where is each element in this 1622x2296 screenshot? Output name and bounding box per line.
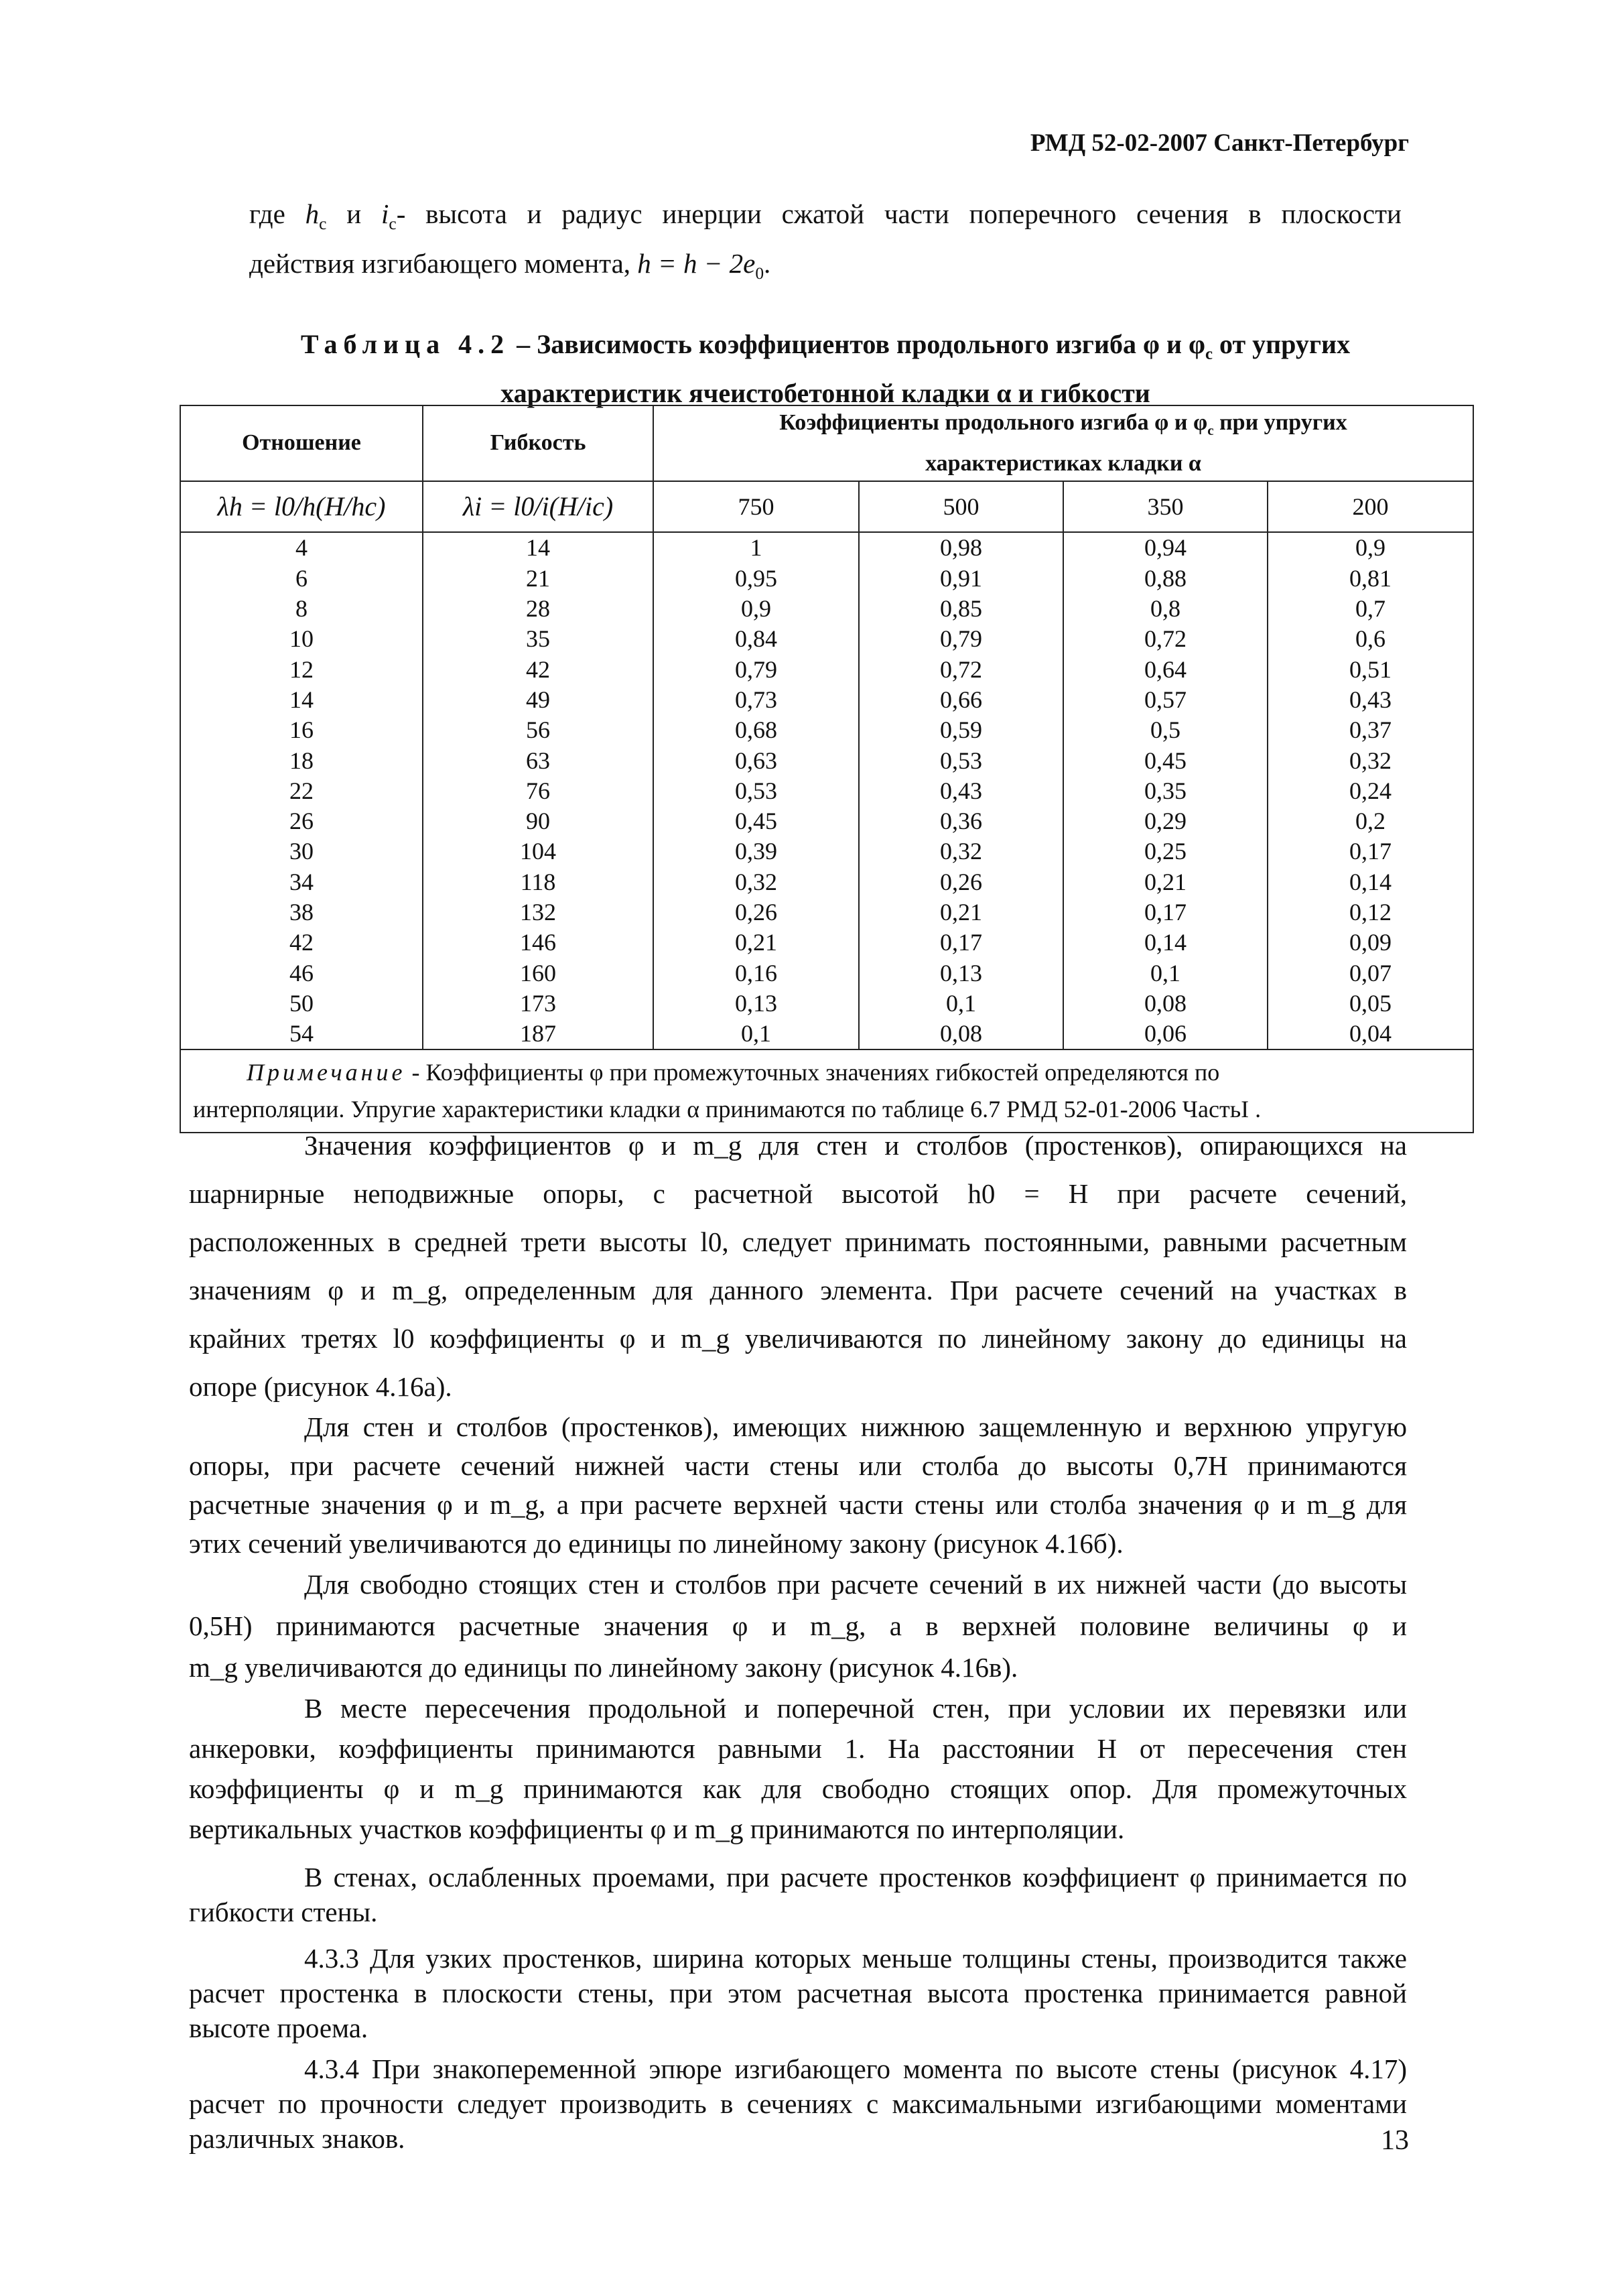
paragraph-line: В стенах, ослабленных проемами, при расчете простенков коэффициент φ принимается по (304, 1862, 1407, 1893)
table-cell: 0,43 (859, 775, 1063, 806)
table-row (180, 532, 1473, 563)
table-cell: 0,43 (1268, 684, 1473, 714)
table-cell: 0,32 (1268, 745, 1473, 775)
table-cell: 0,25 (1063, 836, 1268, 867)
table-cell: 187 (423, 1019, 653, 1049)
table-cell: 10 (180, 624, 423, 654)
table-cell: 0,6 (1268, 624, 1473, 654)
alpha-500: 500 (859, 481, 1063, 532)
table-row (180, 654, 1473, 684)
table-cell: 0,14 (1268, 867, 1473, 897)
table-cell: 18 (180, 745, 423, 775)
table-cell: 0,21 (1063, 867, 1268, 897)
table-row (180, 593, 1473, 623)
paragraph-line: расчет по прочности следует производить в сечениях с максимальными изгибающими моментами (189, 2088, 1407, 2119)
table-cell: 0,88 (1063, 563, 1268, 593)
table-cell: 104 (423, 836, 653, 867)
paragraph-line: расчет простенка в плоскости стены, при этом расчетная высота простенка принимается равной (189, 1978, 1407, 2008)
paragraph-line: 0,5H) принимаются расчетные значения φ и m_g, а в верхней половине величины φ и (189, 1610, 1407, 1641)
table-cell: 0,68 (653, 715, 859, 745)
table-cell: 0,9 (1268, 532, 1473, 563)
table-cell: 0,07 (1268, 958, 1473, 988)
intro-line-2: действия изгибающего момента, $h = h - 2e_0$. (249, 248, 771, 283)
paragraph-line: значениям φ и m_g, определенным для данного элемента. При расчете сечений на участках в (189, 1275, 1407, 1305)
table-row (180, 806, 1473, 836)
table-cell: 0,45 (653, 806, 859, 836)
table-cell: 8 (180, 593, 423, 623)
paragraph-line: анкеровки, коэффициенты принимаются равными 1. На расстоянии H от пересечения стен (189, 1733, 1407, 1764)
table-row (180, 775, 1473, 806)
table-cell: 90 (423, 806, 653, 836)
table-cell: 0,85 (859, 593, 1063, 623)
header-ratio: Отношение (180, 405, 423, 481)
document-header: РМД 52-02-2007 Санкт-Петербург (1030, 129, 1409, 157)
table-row (180, 715, 1473, 745)
table-row (180, 928, 1473, 958)
table-cell: 0,64 (1063, 654, 1268, 684)
table-cell: 0,09 (1268, 928, 1473, 958)
table-cell: 0,84 (653, 624, 859, 654)
table-cell: 0,51 (1268, 654, 1473, 684)
table-cell: 0,08 (859, 1019, 1063, 1049)
table-cell: 56 (423, 715, 653, 745)
paragraph-line: расположенных в средней трети высоты l0, следует принимать постоянными, равными расчетным (189, 1226, 1407, 1257)
paragraph-line: Для свободно стоящих стен и столбов при расчете сечений в их нижней части (до высоты (304, 1569, 1407, 1600)
table-cell: 0,21 (859, 897, 1063, 927)
table-cell: 35 (423, 624, 653, 654)
table-cell: 0,53 (653, 775, 859, 806)
paragraph-line: расчетные значения φ и m_g, а при расчете верхней части стены или столба значения φ и m_g для (189, 1489, 1407, 1520)
coefficients-table (180, 405, 1474, 1133)
header-coefficients-group: Коэффициенты продольного изгиба φ и $\varphi_c$ при упругих характеристиках кладки α (653, 405, 1473, 481)
paragraph-line: Значения коэффициентов φ и m_g для стен и столбов (простенков), опирающихся на (304, 1130, 1407, 1161)
table-cell: 0,08 (1063, 988, 1268, 1018)
table-cell: 49 (423, 684, 653, 714)
table-cell: 0,13 (859, 958, 1063, 988)
table-cell: 38 (180, 897, 423, 927)
table-cell: 0,29 (1063, 806, 1268, 836)
table-cell: 0,8 (1063, 593, 1268, 623)
table-cell: 0,04 (1268, 1019, 1473, 1049)
table-row (180, 745, 1473, 775)
paragraph-line: Для стен и столбов (простенков), имеющих нижнюю защемленную и верхнюю упругую (304, 1411, 1407, 1442)
table-row (180, 988, 1473, 1018)
intro-line-1: где $h_c$ и $i_c-$ высота и радиус инерции сжатой части поперечного сечения в плоскости (249, 198, 1402, 234)
table-cell: 0,32 (653, 867, 859, 897)
paragraph-line: вертикальных участков коэффициенты φ и m_g принимаются по интерполяции. (189, 1813, 1125, 1844)
table-cell: 1 (653, 532, 859, 563)
table-cell: 0,36 (859, 806, 1063, 836)
table-cell: 6 (180, 563, 423, 593)
table-cell: 0,39 (653, 836, 859, 867)
table-cell: 0,21 (653, 928, 859, 958)
table-cell: 0,17 (859, 928, 1063, 958)
table-header-row (180, 405, 1473, 481)
table-cell: 14 (180, 684, 423, 714)
table-cell: 118 (423, 867, 653, 897)
table-cell: 30 (180, 836, 423, 867)
table-cell: 14 (423, 532, 653, 563)
table-row (180, 958, 1473, 988)
table-cell: 26 (180, 806, 423, 836)
table-cell: 42 (423, 654, 653, 684)
paragraph-line: 4.3.3 Для узких простенков, ширина которых меньше толщины стены, производится также (304, 1943, 1407, 1974)
table-cell: 0,1 (859, 988, 1063, 1018)
formula-lambda-i: λi = l0/i(H/ic) (423, 481, 653, 532)
table-cell: 0,79 (859, 624, 1063, 654)
table-cell: 0,63 (653, 745, 859, 775)
header-slenderness: Гибкость (423, 405, 653, 481)
table-caption-line-2: характеристик ячеистобетонной кладки α и гибкости (500, 378, 1150, 408)
table-cell: 0,5 (1063, 715, 1268, 745)
table-cell: 0,37 (1268, 715, 1473, 745)
page-number: 13 (1381, 2125, 1409, 2156)
table-cell: 0,26 (653, 897, 859, 927)
table-cell: 0,16 (653, 958, 859, 988)
table-cell: 0,14 (1063, 928, 1268, 958)
table-cell: 0,26 (859, 867, 1063, 897)
table-cell: 0,53 (859, 745, 1063, 775)
table-cell: 0,59 (859, 715, 1063, 745)
alpha-200: 200 (1268, 481, 1473, 532)
table-cell: 0,45 (1063, 745, 1268, 775)
paragraph-line: коэффициенты φ и m_g принимаются как для свободно стоящих опор. Для промежуточных (189, 1773, 1407, 1804)
table-caption: Таблица 4.2 – Зависимость коэффициентов продольного изгиба φ и $\varphi_c$ от упругих характеристик ячеистобетонной кладки α и гибкости (249, 322, 1402, 416)
table-row (180, 1019, 1473, 1049)
table-cell: 0,72 (859, 654, 1063, 684)
table-cell: 0,66 (859, 684, 1063, 714)
alpha-750: 750 (653, 481, 859, 532)
table-cell: 16 (180, 715, 423, 745)
table-row (180, 684, 1473, 714)
table-cell: 0,1 (653, 1019, 859, 1049)
table-cell: 0,05 (1268, 988, 1473, 1018)
paragraph-line: 4.3.4 При знакопеременной эпюре изгибающего момента по высоте стены (рисунок 4.17) (304, 2053, 1407, 2084)
paragraph-line: различных знаков. (189, 2123, 405, 2154)
table-cell: 34 (180, 867, 423, 897)
formula-lambda-h: λh = l0/h(H/hc) (180, 481, 423, 532)
paragraph-line: В месте пересечения продольной и поперечной стен, при условии их перевязки или (304, 1693, 1407, 1724)
table-cell: 21 (423, 563, 653, 593)
table-cell: 76 (423, 775, 653, 806)
table-cell: 4 (180, 532, 423, 563)
paragraph-line: высоте проема. (189, 2013, 368, 2043)
paragraph-line: крайних третях l0 коэффициенты φ и m_g увеличиваются по линейному закону до единицы на (189, 1323, 1407, 1354)
paragraph-line: шарнирные неподвижные опоры, с расчетной высотой h0 = H при расчете сечений, (189, 1178, 1407, 1209)
table-cell: 160 (423, 958, 653, 988)
table-note: Примечание - Коэффициенты φ при промежуточных значениях гибкостей определяются по интерполяции. Упругие характеристики кладки α принимаются по таблице 6.7 РМД 52-01-2006 ЧастьI . (180, 1049, 1473, 1133)
table-cell: 0,2 (1268, 806, 1473, 836)
table-row (180, 563, 1473, 593)
table-cell: 0,9 (653, 593, 859, 623)
table-cell: 0,7 (1268, 593, 1473, 623)
table-cell: 0,17 (1063, 897, 1268, 927)
table-cell: 28 (423, 593, 653, 623)
table-cell: 0,1 (1063, 958, 1268, 988)
table-body (180, 532, 1473, 1049)
paragraph-line: m_g увеличиваются до единицы по линейному закону (рисунок 4.16в). (189, 1652, 1018, 1683)
table-cell: 0,79 (653, 654, 859, 684)
table-cell: 0,81 (1268, 563, 1473, 593)
table-cell: 0,95 (653, 563, 859, 593)
table-cell: 146 (423, 928, 653, 958)
table-cell: 0,24 (1268, 775, 1473, 806)
table-cell: 132 (423, 897, 653, 927)
table-cell: 0,35 (1063, 775, 1268, 806)
table-row (180, 624, 1473, 654)
table-cell: 46 (180, 958, 423, 988)
paragraph-line: гибкости стены. (189, 1897, 378, 1927)
table-subheader-row (180, 481, 1473, 532)
table-cell: 0,94 (1063, 532, 1268, 563)
table-cell: 63 (423, 745, 653, 775)
table-cell: 54 (180, 1019, 423, 1049)
table-cell: 0,32 (859, 836, 1063, 867)
table-note-row (180, 1049, 1473, 1133)
table-cell: 0,98 (859, 532, 1063, 563)
table-cell: 0,72 (1063, 624, 1268, 654)
table-cell: 0,91 (859, 563, 1063, 593)
table-cell: 50 (180, 988, 423, 1018)
table-cell: 42 (180, 928, 423, 958)
table-cell: 0,06 (1063, 1019, 1268, 1049)
table-row (180, 836, 1473, 867)
table-cell: 0,73 (653, 684, 859, 714)
table-row (180, 897, 1473, 927)
table-cell: 173 (423, 988, 653, 1018)
table-cell: 12 (180, 654, 423, 684)
table-cell: 0,13 (653, 988, 859, 1018)
table-cell: 0,12 (1268, 897, 1473, 927)
alpha-350: 350 (1063, 481, 1268, 532)
paragraph-line: этих сечений увеличиваются до единицы по линейному закону (рисунок 4.16б). (189, 1528, 1124, 1559)
paragraph-line: опоре (рисунок 4.16а). (189, 1371, 452, 1402)
table-row (180, 867, 1473, 897)
table-cell: 22 (180, 775, 423, 806)
table-cell: 0,57 (1063, 684, 1268, 714)
table-cell: 0,17 (1268, 836, 1473, 867)
paragraph-line: опоры, при расчете сечений нижней части стены или столба до высоты 0,7H принимаются (189, 1450, 1407, 1481)
